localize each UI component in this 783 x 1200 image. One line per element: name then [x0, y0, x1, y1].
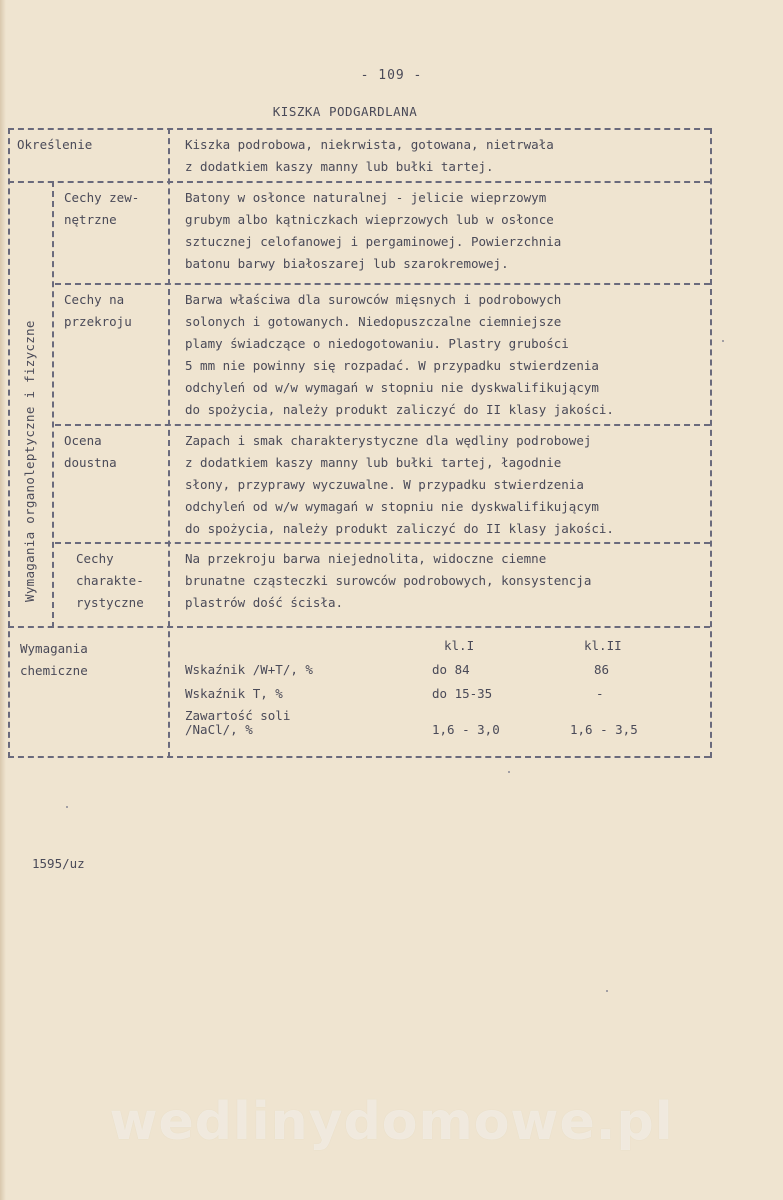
definition-text-line: z dodatkiem kaszy manny lub bułki tartej. [185, 159, 494, 174]
chem-row-kl2-value: 1,6 - 3,5 [570, 722, 638, 737]
chemical-label-line: chemiczne [20, 663, 88, 678]
chem-row-kl1-value: do 15-35 [432, 686, 493, 701]
chemical-label-line: Wymagania [20, 641, 88, 656]
row-label-line: nętrzne [64, 212, 117, 227]
cross-section-line: odchyleń od w/w wymagań w stopniu nie dyskwalifikującym [185, 380, 599, 395]
characteristic-features-line: Na przekroju barwa niejednolita, widoczne ciemne [185, 551, 547, 566]
cross-section-line: solonych i gotowanych. Niedopuszczalne ciemniejsze [185, 314, 562, 329]
class-header-kl1: kl.I [444, 638, 475, 653]
class-header-kl2: kl.II [584, 638, 622, 653]
watermark: wedlinydomowe.pl [109, 1092, 674, 1152]
page-number: - 109 - [360, 68, 423, 83]
document-title: KISZKA PODGARDLANA [272, 104, 418, 119]
row-label-line: Cechy [76, 551, 114, 566]
chem-row-kl2-value: 86 [594, 662, 610, 677]
characteristic-features-line: brunatne cząsteczki surowców podrobowych, konsystencja [185, 573, 592, 588]
chem-row-kl1-value: 1,6 - 3,0 [432, 722, 500, 737]
external-features-line: batonu barwy białoszarej lub szarokremowej. [185, 256, 509, 271]
chem-row-kl1-value: do 84 [432, 662, 470, 677]
chem-row-name: Zawartość soli [185, 708, 291, 723]
cross-section-line: 5 mm nie powinny się rozpadać. W przypadku stwierdzenia [185, 358, 599, 373]
page-edge-shadow [0, 0, 6, 1200]
oral-assessment-line: Zapach i smak charakterystyczne dla wędliny podrobowej [185, 433, 592, 448]
paper-speck [722, 340, 724, 342]
chem-row-name: /NaCl/, % [185, 722, 253, 737]
row-label-line: charakte- [76, 573, 144, 588]
chem-row-kl2-value: - [596, 686, 604, 701]
definition-label: Określenie [17, 137, 93, 152]
paper-speck [508, 771, 510, 773]
cross-section-line: Barwa właściwa dla surowców mięsnych i podrobowych [185, 292, 562, 307]
external-features-line: Batony w osłonce naturalnej - jelicie wieprzowym [185, 190, 547, 205]
row-label-line: przekroju [64, 314, 132, 329]
oral-assessment-line: z dodatkiem kaszy manny lub bułki tartej, łagodnie [185, 455, 562, 470]
organoleptic-group-label: Wymagania organoleptyczne i fizyczne [22, 320, 37, 602]
cross-section-line: do spożycia, należy produkt zaliczyć do II klasy jakości. [185, 402, 614, 417]
external-features-line: grubym albo kątniczkach wieprzowych lub w osłonce [185, 212, 554, 227]
row-label-line: doustna [64, 455, 117, 470]
characteristic-features-line: plastrów dość ścisła. [185, 595, 344, 610]
oral-assessment-line: słony, przyprawy wyczuwalne. W przypadku stwierdzenia [185, 477, 584, 492]
row-label-line: rystyczne [76, 595, 144, 610]
paper-speck [606, 990, 608, 992]
chem-row-name: Wskaźnik T, % [185, 686, 283, 701]
row-label-line: Cechy na [64, 292, 125, 307]
definition-text-line: Kiszka podrobowa, niekrwista, gotowana, nietrwała [185, 137, 554, 152]
footer-code: 1595/uz [32, 856, 85, 871]
row-label-line: Ocena [64, 433, 102, 448]
external-features-line: sztucznej celofanowej i pergaminowej. Powierzchnia [185, 234, 562, 249]
row-label-line: Cechy zew- [64, 190, 140, 205]
oral-assessment-line: odchyleń od w/w wymagań w stopniu nie dyskwalifikującym [185, 499, 599, 514]
oral-assessment-line: do spożycia, należy produkt zaliczyć do II klasy jakości. [185, 521, 614, 536]
paper-speck [66, 806, 68, 808]
cross-section-line: plamy świadczące o niedogotowaniu. Plastry grubości [185, 336, 569, 351]
chem-row-name: Wskaźnik /W+T/, % [185, 662, 313, 677]
